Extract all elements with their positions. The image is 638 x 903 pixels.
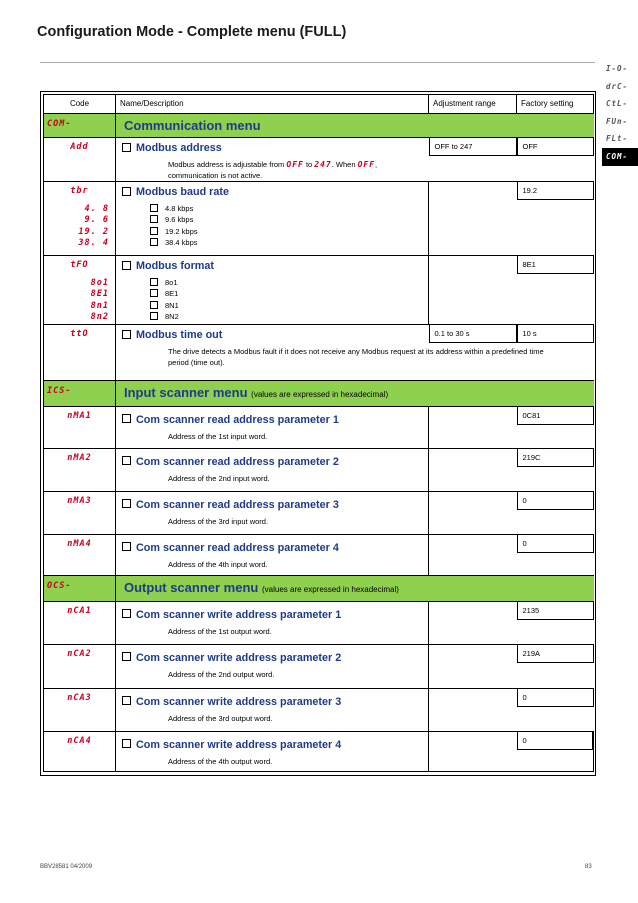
param-description: Address of the 4th input word. [168,559,268,569]
table-row [44,731,594,771]
factory-setting: 0 [517,732,594,750]
param-code: nCA4 [67,735,92,746]
option-code: 8o1 [90,278,109,288]
adjustment-range: OFF to 247 [429,138,517,156]
param-code: nCA2 [67,648,92,659]
page-number: 83 [585,864,592,870]
factory-setting: OFF [517,138,594,156]
checkbox-icon [122,187,131,196]
table-row [44,491,594,534]
option-item: 19.2 kbps [116,226,428,237]
param-description: Address of the 4th output word. [168,756,273,766]
page-title: Configuration Mode - Complete menu (FULL) [37,24,347,40]
menu-code: OCS- [47,580,72,591]
param-label: Com scanner write address parameter 3 [116,694,428,710]
param-code: ttO [70,329,89,339]
table-header-row [44,95,594,114]
header-code: Code [44,95,116,114]
checkbox-icon [122,456,131,465]
param-description: Address of the 3rd output word. [168,713,273,723]
param-label: Com scanner read address parameter 1 [116,412,428,428]
factory-setting: 10 s [517,325,594,343]
table-row [44,688,594,731]
param-label: Com scanner read address parameter 4 [116,540,428,556]
param-description: Address of the 3rd input word. [168,516,269,526]
factory-setting: 0 [517,535,594,553]
checkbox-icon [150,312,158,320]
menu-title: Input scanner menu (values are expressed in hexadecimal) [124,384,389,400]
factory-setting: 219A [517,645,594,663]
side-tab-io[interactable]: I-O- [606,64,629,73]
option-item: 8N1 [116,300,428,311]
option-code: 8E1 [90,289,109,300]
menu-title: Output scanner menu (values are expressed in hexadecimal) [124,579,399,595]
param-label: Com scanner write address parameter 4 [116,737,428,753]
param-label: Modbus format [116,258,428,274]
side-tab-ctl[interactable]: CtL- [606,99,629,109]
table-row [44,182,594,256]
checkbox-icon [122,652,131,661]
param-description: Address of the 1st output word. [168,626,272,636]
header-name: Name/Description [116,95,429,114]
checkbox-icon [122,499,131,508]
checkbox-icon [122,739,131,748]
factory-setting: 219C [517,449,594,467]
checkbox-icon [122,609,131,618]
parameter-table [43,94,594,772]
checkbox-icon [150,301,158,309]
param-description: Modbus address is adjustable from OFF to 247. When OFF, communication is not active. [168,160,378,180]
option-code: 19. 2 [78,226,109,237]
param-code: nMA1 [67,410,92,421]
document-reference: BBV28581 04/2009 [40,864,93,870]
param-code: tFO [70,260,89,270]
side-tab-com[interactable]: COM- [602,148,638,166]
param-code: nMA2 [67,452,92,463]
option-item: 8N2 [116,311,428,322]
checkbox-icon [150,238,158,246]
menu-row-output-scanner [44,575,594,601]
checkbox-icon [150,204,158,212]
side-tab-drc[interactable]: drC- [606,81,629,91]
side-tab-fun[interactable]: FUn- [606,116,629,126]
param-label: Modbus address [116,140,429,156]
option-code: 9. 6 [84,215,109,226]
table-row [44,406,594,448]
param-code: nCA1 [67,605,92,616]
param-label: Modbus baud rate [116,184,428,200]
table-row [44,448,594,491]
checkbox-icon [122,330,131,339]
param-code: tbr [70,186,89,196]
factory-setting: 0 [517,689,594,707]
checkbox-icon [122,696,131,705]
checkbox-icon [150,289,158,297]
side-menu-tabs [602,60,638,166]
param-label: Com scanner read address parameter 2 [116,454,428,470]
option-item: 8o1 [116,277,428,288]
param-code: Add [70,142,89,152]
option-item: 8E1 [116,288,428,299]
menu-subtitle: (values are expressed in hexadecimal) [251,389,389,399]
menu-row-communication [44,114,594,138]
checkbox-icon [122,261,131,270]
param-label: Com scanner write address parameter 1 [116,607,428,623]
param-description: Address of the 2nd input word. [168,473,270,483]
checkbox-icon [122,414,131,423]
factory-setting: 19.2 [517,182,594,200]
checkbox-icon [122,143,131,152]
menu-title: Communication menu [124,118,261,133]
checkbox-icon [150,215,158,223]
adjustment-range: 0.1 to 30 s [429,325,517,343]
param-label: Modbus time out [116,327,429,343]
factory-setting: 2135 [517,602,594,620]
param-label: Com scanner read address parameter 3 [116,497,428,513]
menu-subtitle: (values are expressed in hexadecimal) [261,584,399,594]
param-code: nCA3 [67,692,92,703]
checkbox-icon [150,227,158,235]
menu-code: ICS- [47,385,72,396]
header-factory: Factory setting [517,95,594,114]
header-range: Adjustment range [429,95,517,114]
factory-setting: 8E1 [517,256,594,274]
option-code: 8n1 [90,300,109,311]
option-item: 9.6 kbps [116,214,428,225]
table-row [44,138,594,182]
option-code: 8n2 [90,311,109,322]
param-description: Address of the 2nd output word. [168,669,275,679]
title-divider [40,62,595,63]
factory-setting: 0C81 [517,407,594,425]
factory-setting: 0 [517,492,594,510]
table-row [44,644,594,688]
option-code: 38. 4 [78,237,109,248]
table-row [44,256,594,325]
param-description: The drive detects a Modbus fault if it does not receive any Modbus request at its address within a predefined time period (time out). [168,346,544,367]
option-item: 38.4 kbps [116,237,428,248]
param-code: nMA3 [67,495,92,506]
table-row [44,534,594,575]
param-label: Com scanner write address parameter 2 [116,650,428,666]
checkbox-icon [122,542,131,551]
menu-row-input-scanner [44,380,594,406]
menu-code: COM- [47,119,72,129]
table-row [44,601,594,644]
option-code: 4. 8 [84,204,109,214]
param-code: nMA4 [67,538,92,549]
option-item: 4.8 kbps [116,203,428,214]
side-tab-flt[interactable]: FLt- [606,134,629,144]
checkbox-icon [150,278,158,286]
param-description: Address of the 1st input word. [168,431,268,441]
